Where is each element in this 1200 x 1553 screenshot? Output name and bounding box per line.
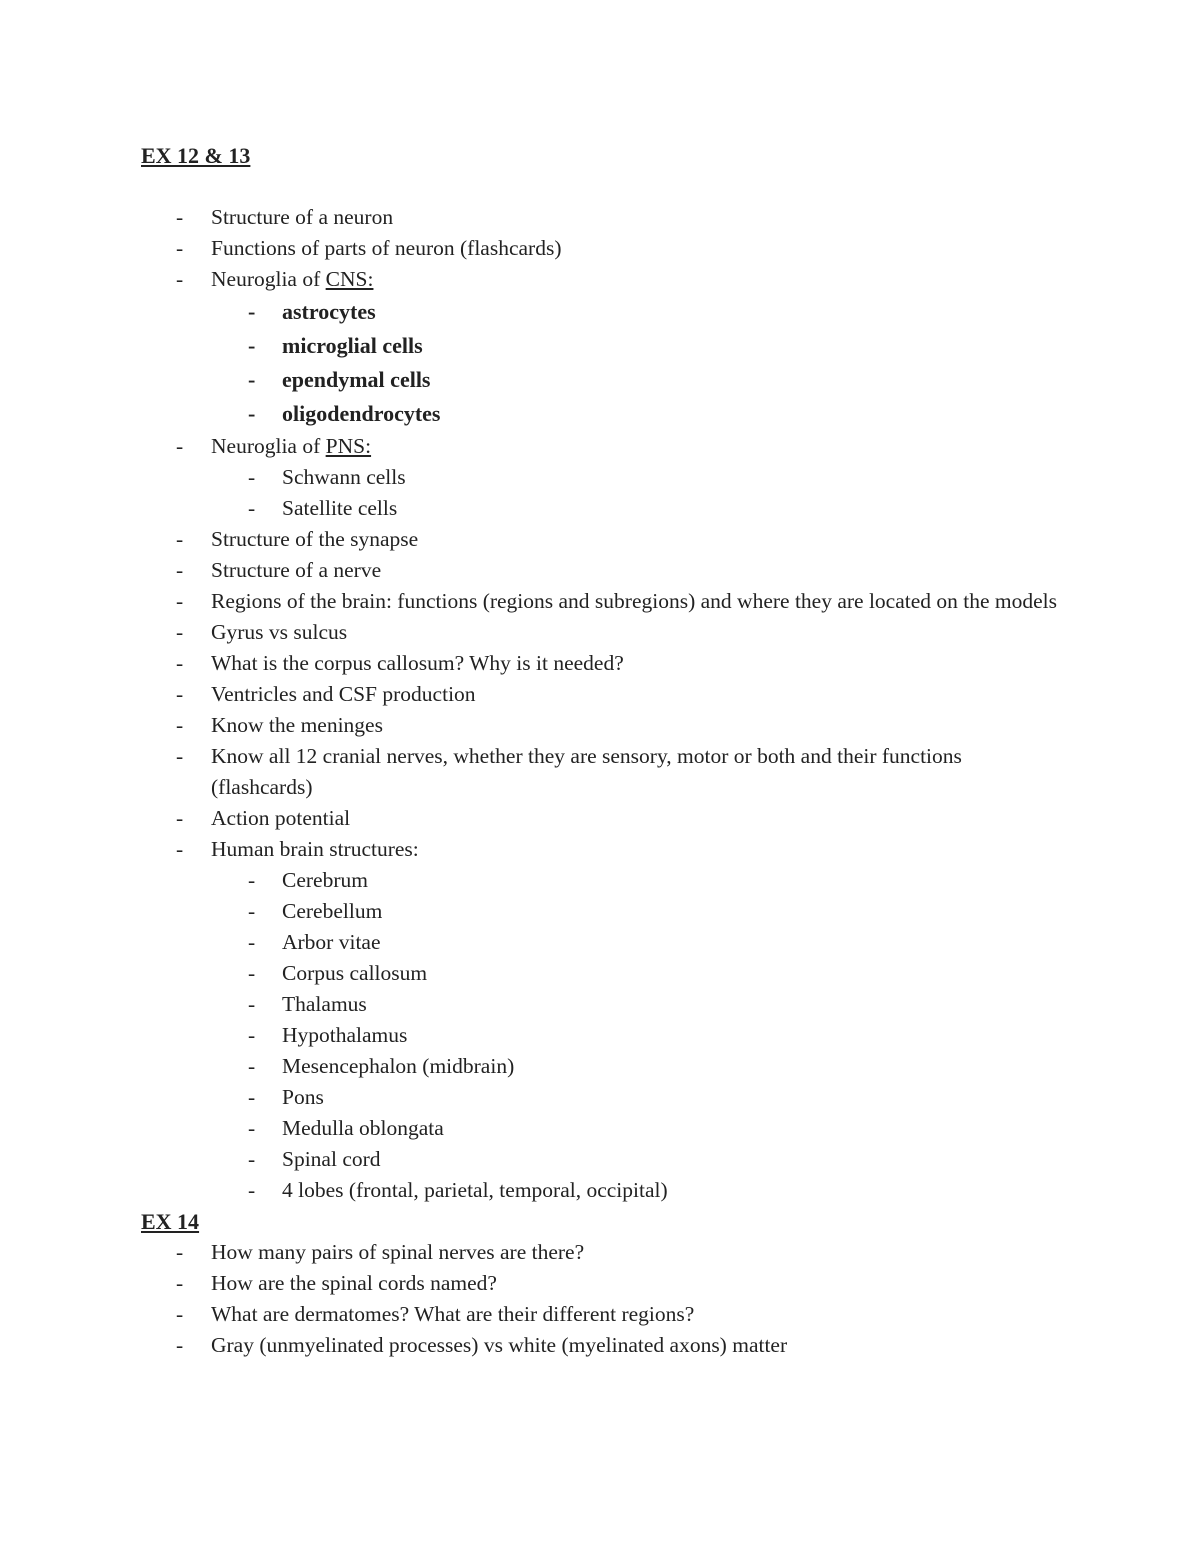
list-item-underlined-text: PNS: [325, 434, 372, 458]
list-item [141, 803, 1061, 834]
list-item [141, 397, 1061, 431]
bullet-dash: - [248, 496, 256, 520]
list-item [141, 679, 1061, 710]
list-item [141, 295, 1061, 329]
list-item-text: Neuroglia of [211, 434, 326, 458]
list-item [141, 493, 1061, 524]
list-item [141, 1237, 1061, 1268]
list-item-text: What are dermatomes? What are their different regions? [211, 1302, 695, 1326]
list-item-text: Know the meninges [211, 713, 383, 737]
list-item-text: ependymal cells [282, 367, 431, 392]
list-item [141, 927, 1061, 958]
bullet-dash: - [248, 333, 256, 358]
bullet-dash: - [248, 930, 256, 954]
list-item [141, 264, 1061, 295]
list-item [141, 865, 1061, 896]
document-body [141, 140, 1061, 1361]
list-item-text: Arbor vitae [282, 930, 381, 954]
bullet-dash: - [176, 744, 184, 768]
list-item-text: Gyrus vs sulcus [211, 620, 348, 644]
bullet-dash: - [176, 267, 184, 291]
list-item-text: Pons [282, 1085, 324, 1109]
list-item-text: Spinal cord [282, 1147, 381, 1171]
bullet-dash: - [176, 1271, 184, 1295]
bullet-dash: - [248, 1023, 256, 1047]
list-item [141, 462, 1061, 493]
list-item [141, 363, 1061, 397]
bullet-dash: - [176, 806, 184, 830]
list-item [141, 586, 1061, 617]
list-item-text: Action potential [211, 806, 351, 830]
list-item-text: How many pairs of spinal nerves are there? [211, 1240, 585, 1264]
list-item-text: Gray (unmyelinated processes) vs white (myelinated axons) matter [211, 1333, 788, 1357]
bullet-dash: - [176, 682, 184, 706]
bullet-dash: - [248, 992, 256, 1016]
list-item [141, 896, 1061, 927]
outline-list [141, 202, 1061, 1206]
list-item-text: How are the spinal cords named? [211, 1271, 497, 1295]
list-item-text: Cerebellum [282, 899, 383, 923]
bullet-dash: - [248, 1147, 256, 1171]
bullet-dash: - [176, 1240, 184, 1264]
bullet-dash: - [176, 434, 184, 458]
bullet-dash: - [176, 713, 184, 737]
bullet-dash: - [248, 465, 256, 489]
list-item [141, 1268, 1061, 1299]
outline-list [141, 1237, 1061, 1361]
bullet-dash: - [248, 1116, 256, 1140]
list-item [141, 233, 1061, 264]
section-heading: EX 14 [141, 1209, 200, 1234]
bullet-dash: - [248, 961, 256, 985]
list-item [141, 1051, 1061, 1082]
list-item-text: Medulla oblongata [282, 1116, 444, 1140]
list-item [141, 1082, 1061, 1113]
list-item [141, 431, 1061, 462]
bullet-dash: - [248, 299, 256, 324]
bullet-dash: - [176, 651, 184, 675]
list-item-text: Neuroglia of [211, 267, 326, 291]
bullet-dash: - [176, 527, 184, 551]
bullet-dash: - [248, 899, 256, 923]
list-item [141, 329, 1061, 363]
list-item [141, 1330, 1061, 1361]
bullet-dash: - [176, 558, 184, 582]
list-item [141, 555, 1061, 586]
list-item-text: Thalamus [282, 992, 367, 1016]
list-item [141, 1020, 1061, 1051]
list-item-text: Mesencephalon (midbrain) [282, 1054, 515, 1078]
bullet-dash: - [176, 589, 184, 613]
list-item-text: Regions of the brain: functions (regions and subregions) and where they are located on the models [211, 589, 1058, 613]
list-item-text: What is the corpus callosum? Why is it needed? [211, 651, 624, 675]
list-item [141, 1113, 1061, 1144]
list-item-text: 4 lobes (frontal, parietal, temporal, occipital) [282, 1178, 668, 1202]
bullet-dash: - [176, 1302, 184, 1326]
list-item-text: microglial cells [282, 333, 423, 358]
list-item-text: Structure of a neuron [211, 205, 394, 229]
bullet-dash: - [248, 367, 256, 392]
section-heading: EX 12 & 13 [141, 143, 251, 168]
bullet-dash: - [248, 1054, 256, 1078]
list-item-text: Corpus callosum [282, 961, 428, 985]
list-item-text: Functions of parts of neuron (flashcards) [211, 236, 562, 260]
list-item-text: Cerebrum [282, 868, 368, 892]
bullet-dash: - [176, 837, 184, 861]
list-item [141, 524, 1061, 555]
list-item-text: Structure of the synapse [211, 527, 419, 551]
list-item [141, 1175, 1061, 1206]
bullet-dash: - [176, 236, 184, 260]
list-item-text: Structure of a nerve [211, 558, 382, 582]
list-item [141, 710, 1061, 741]
list-item-text: astrocytes [282, 299, 376, 324]
bullet-dash: - [248, 1178, 256, 1202]
bullet-dash: - [176, 205, 184, 229]
list-item [141, 202, 1061, 233]
list-item-text: Schwann cells [282, 465, 406, 489]
bullet-dash: - [248, 1085, 256, 1109]
bullet-dash: - [176, 1333, 184, 1357]
list-item [141, 834, 1061, 865]
list-item [141, 989, 1061, 1020]
list-item-text: oligodendrocytes [282, 401, 441, 426]
list-item [141, 1299, 1061, 1330]
list-item-text: Know all 12 cranial nerves, whether they are sensory, motor or both and their functions (flashcards) [211, 744, 962, 799]
list-item [141, 648, 1061, 679]
list-item [141, 617, 1061, 648]
list-item-text: Human brain structures: [211, 837, 419, 861]
list-item-text: Hypothalamus [282, 1023, 408, 1047]
bullet-dash: - [176, 620, 184, 644]
list-item [141, 958, 1061, 989]
list-item [141, 1144, 1061, 1175]
bullet-dash: - [248, 868, 256, 892]
list-item-underlined-text: CNS: [325, 267, 374, 291]
list-item-text: Satellite cells [282, 496, 398, 520]
list-item-text: Ventricles and CSF production [211, 682, 476, 706]
bullet-dash: - [248, 401, 256, 426]
list-item [141, 741, 1061, 803]
